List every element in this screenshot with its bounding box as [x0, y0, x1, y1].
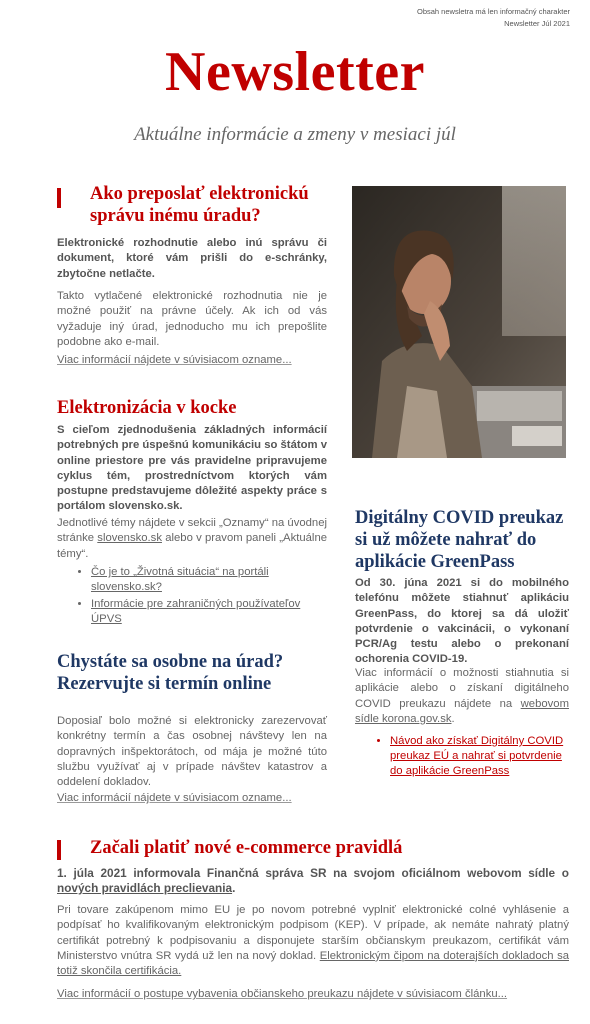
- article-heading: Ako preposlať elektronickú správu inému úradu?: [90, 184, 309, 226]
- newsletter-title: Newsletter: [165, 41, 425, 103]
- article-body: Doposiaľ bolo možné si elektronicky zarezervovať konkrétny termín a čas osobnej návštevy len na dopravných inšpektorátoch, od mája je možné túto službu využívať aj v prípade návštev katastrov a oddelení dokladov.: [57, 715, 327, 789]
- article-body: Jednotlivé témy nájdete v sekcii „Oznamy“ na úvodnej stránke slovensko.sk alebo v pravom paneli „Aktuálne témy“.: [57, 517, 328, 560]
- man-thinking-photo: [352, 186, 566, 458]
- customs-rules-link[interactable]: nových pravidlách preclievania: [57, 881, 233, 896]
- slovensko-sk-link[interactable]: slovensko.sk: [97, 532, 162, 545]
- disclaimer-note: Obsah newsletra má len informačný charakter: [417, 7, 570, 16]
- article-lead: 1. júla 2021 informovala Finančná správa SR na svojom oficiálnom webovom sídle o nových pravidlách preclievania.: [57, 866, 569, 896]
- article-lead: Elektronické rozhodnutie alebo inú správu či dokument, ktoré vám prišli do e-schránky, zbytočne netlačte.: [57, 237, 327, 280]
- list-item[interactable]: • Informácie pre zahraničných používateľov ÚPVS: [91, 597, 313, 627]
- topic-list: [73, 565, 313, 629]
- article-body: Pri tovare zakúpenom mimo EU je po novom potrebné vyplniť elektronické colné vyhlásenie a podpísať ho kvalifikovaným elektronickým podpisom (KEP). V prípade, ak nemáte nahratý platný certifikát potrebný k podpisovaniu a disponujete starším občianskym preukazom, certifikát vám Ministerstvo vnútra SR vydá už len na nový doklad. Elektronickým čipom na doterajších dokladoch sa totiž skončila certifikácia.: [57, 904, 569, 978]
- newsletter-subtitle: Aktuálne informácie a zmeny v mesiaci júl: [134, 124, 456, 145]
- certification-link[interactable]: Elektronickým čipom na doterajších dokladoch sa totiž skončila certifikácia.: [57, 949, 569, 978]
- article-heading: Elektronizácia v kocke: [57, 398, 237, 418]
- section-marker: [57, 188, 61, 208]
- more-info-link[interactable]: Viac informácií nájdete v súvisiacom ozname...: [57, 354, 292, 366]
- list-item[interactable]: • Čo je to „Životná situácia“ na portáli slovensko.sk?: [91, 565, 313, 595]
- article-body: Takto vytlačené elektronické rozhodnutia nie je možné použiť na právne účely. Ak ich od vás vyžaduje iný úrad, jednoducho mu ich prepošlite podobne ako e-mail.: [57, 290, 327, 348]
- issue-date: Newsletter Júl 2021: [504, 19, 570, 28]
- list-item[interactable]: • Návod ako získať Digitálny COVID preukaz EÚ a nahrať si potvrdenie do aplikácie GreenPass: [390, 734, 572, 779]
- article-heading: Chystáte sa osobne na úrad? Rezervujte si termín online: [57, 652, 284, 694]
- article-lead: Od 30. júna 2021 si do mobilného telefónu môžete stiahnuť aplikáciu GreenPass, do ktorej sa dá uložiť potvrdenie o vakcinácii, o vykonaní PCR/Ag testu alebo o prekonaní ochorenia COVID-19.: [355, 577, 569, 666]
- article-heading: Začali platiť nové e-commerce pravidlá: [90, 838, 403, 858]
- article-lead: S cieľom zjednodušenia základných informácií potrebných pre úspešnú komunikáciu so štátom v online priestore pre vás pravidelne pripravujeme cyklus tém, prostredníctvom ktorých vám postupne predstavujeme dôležité aspekty práce s portálom slovensko.sk.: [57, 424, 327, 513]
- section-marker: [57, 840, 61, 860]
- more-info-link[interactable]: Viac informácií nájdete v súvisiacom ozname...: [57, 792, 292, 804]
- more-info-link[interactable]: Viac informácií o postupe vybavenia občianskeho preukazu nájdete v súvisiacom článku...: [57, 988, 508, 1000]
- korona-gov-link[interactable]: webovom sídle korona.gov.sk: [355, 697, 569, 725]
- article-body: Viac informácií o možnosti stiahnutia si aplikácie alebo o získaní digitálneho COVID preukazu nájdete na webovom sídle korona.gov.sk.: [355, 667, 569, 725]
- guide-list: [372, 734, 572, 781]
- article-heading: Digitálny COVID preukaz si už môžete nahrať do aplikácie GreenPass: [355, 508, 564, 572]
